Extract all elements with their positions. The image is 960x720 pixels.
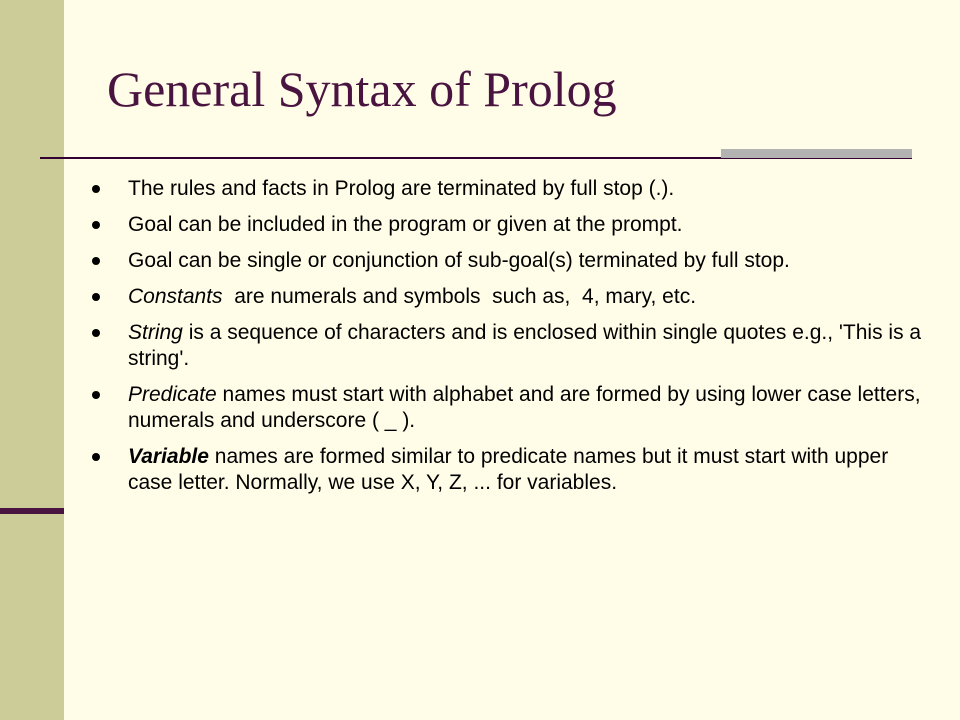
bullet-item — [92, 248, 922, 274]
bullet-text: Goal can be single or conjunction of sub-goal(s) terminated by full stop. — [128, 249, 790, 272]
bullet-term: String — [128, 321, 183, 344]
bullet-term: Predicate — [128, 383, 217, 406]
bullet-dot-icon — [92, 453, 100, 461]
title-divider-accent — [721, 149, 912, 158]
bullet-item — [92, 176, 922, 202]
slide-title: General Syntax of Prolog — [107, 61, 617, 117]
bullet-item — [92, 212, 922, 238]
bullet-dot-icon — [92, 221, 100, 229]
bullet-text: names are formed similar to predicate names but it must start with upper case letter. Normally, we use X, Y, Z, ... for variables. — [128, 445, 889, 494]
bullet-item — [92, 444, 922, 496]
left-bar-stripe — [0, 508, 64, 514]
bullet-dot-icon — [92, 185, 100, 193]
bullet-dot-icon — [92, 293, 100, 301]
bullet-item — [92, 320, 922, 372]
bullet-text: names must start with alphabet and are formed by using lower case letters, numerals and underscore ( _ ). — [128, 383, 921, 432]
bullet-term: Variable — [128, 445, 209, 468]
bullet-dot-icon — [92, 391, 100, 399]
bullet-text: are numerals and symbols such as, 4, mary, etc. — [222, 285, 697, 308]
bullet-item — [92, 284, 922, 310]
bullet-item — [92, 382, 922, 434]
bullet-dot-icon — [92, 257, 100, 265]
bullet-text: The rules and facts in Prolog are terminated by full stop (.). — [128, 177, 675, 200]
bullet-dot-icon — [92, 329, 100, 337]
bullet-text: is a sequence of characters and is enclosed within single quotes e.g., 'This is a string'. — [128, 321, 922, 370]
bullet-term: Constants — [128, 285, 223, 308]
bullet-list — [92, 176, 922, 506]
left-accent-bar — [0, 0, 64, 720]
bullet-text: Goal can be included in the program or given at the prompt. — [128, 213, 683, 236]
